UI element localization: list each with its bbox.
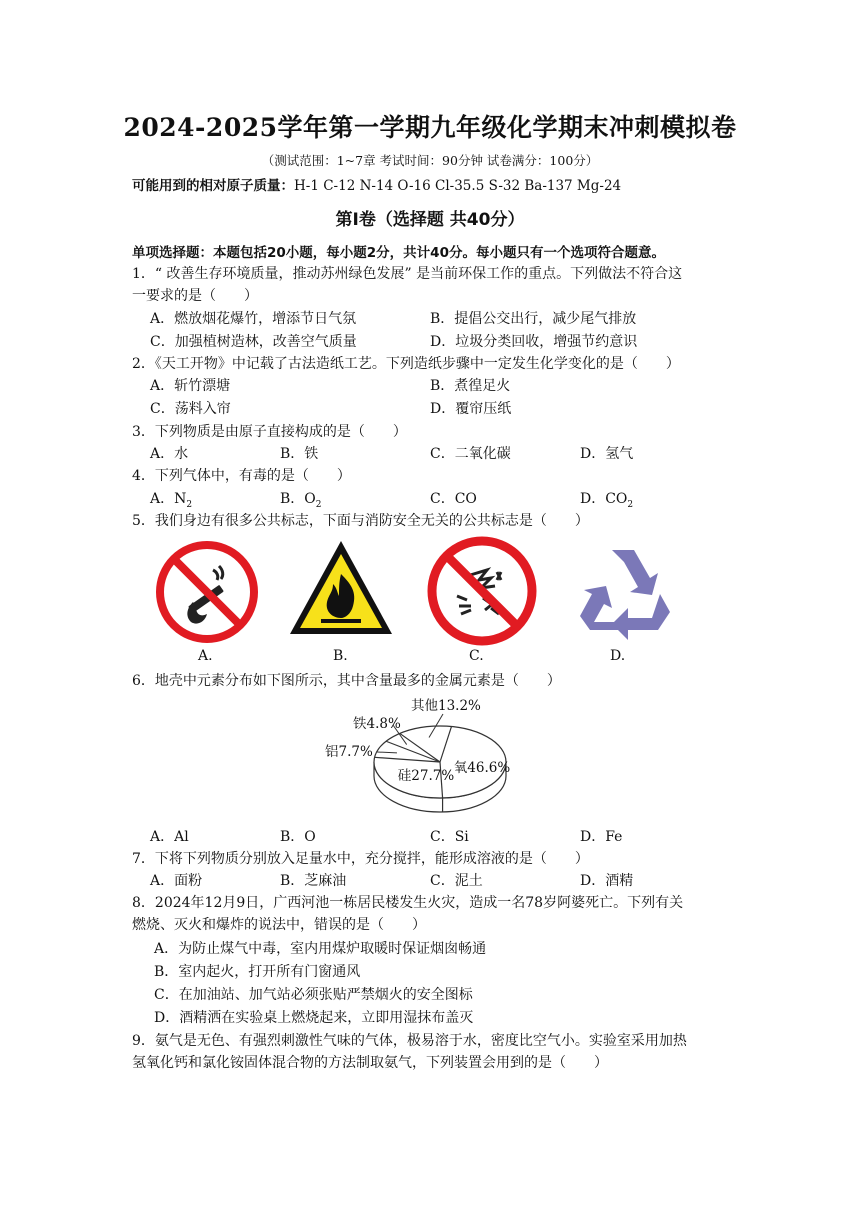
q3-option-a: A．水 <box>150 446 189 462</box>
q3-option-d: D．氢气 <box>580 446 634 462</box>
no-fireworks-icon <box>427 536 537 646</box>
q2-option-b: B．煮徨足火 <box>430 378 511 394</box>
pie-label: 硅27.7% <box>397 768 455 784</box>
pie-layer <box>325 698 510 812</box>
q6-option-c: C．Si <box>430 829 469 845</box>
section-title: 第Ⅰ卷（选择题 共40分） <box>335 210 525 230</box>
q5-option-d: D. <box>610 648 626 664</box>
q1-option-c: C．加强植树造林，改善空气质量 <box>150 334 357 350</box>
flammable-warning-icon <box>287 538 395 638</box>
q2-option-c: C．荡料入帘 <box>150 401 231 417</box>
q6-option-b: B．O <box>280 829 316 845</box>
q5-option-c: C. <box>469 648 484 664</box>
q8-option-b: B．室内起火，打开所有门窗通风 <box>154 964 361 980</box>
q4-option-d: D．$CO_2$ <box>580 491 634 510</box>
q6-option-d: D．Fe <box>580 829 623 845</box>
exam-title: 2024-2025学年第一学期九年级化学期末冲刺模拟卷 <box>123 113 737 142</box>
q1-option-d: D．垃圾分类回收，增强节约意识 <box>430 334 638 350</box>
q6-stem: 6．地壳中元素分布如下图所示，其中含量最多的金属元素是（ ） <box>132 673 561 689</box>
q8-option-d: D．酒精洒在实验桌上燃烧起来，立即用湿抹布盖灭 <box>154 1010 474 1026</box>
atomic-masses-values: H-1 C-12 N-14 O-16 Cl-35.5 S-32 Ba-137 Mg-24 <box>294 178 622 194</box>
exam-subtitle: （测试范围：1~7章 考试时间：90分钟 试卷满分：100分） <box>261 153 599 168</box>
q8-stem-line2: 燃烧、灭火和爆炸的说法中，错误的是（ ） <box>132 917 426 933</box>
q3-option-c: C．二氧化碳 <box>430 446 511 462</box>
atomic-masses <box>132 174 621 194</box>
q4-stem: 4．下列气体中，有毒的是（ ） <box>132 468 351 484</box>
q5-option-b: B. <box>333 648 348 664</box>
q8-option-a: A．为防止煤气中毒，室内用煤炉取暖时保证烟囱畅通 <box>154 941 487 957</box>
q8-stem-line1: 8．2024年12月9日，广西河池一栋居民楼发生火灾，造成一名78岁阿婆死亡。下列有关 <box>132 895 684 911</box>
no-smoking-icon <box>155 540 259 644</box>
q5-option-a: A. <box>198 648 213 664</box>
q4-option-a: A．$N_2$ <box>150 491 193 510</box>
q3-stem: 3．下列物质是由原子直接构成的是（ ） <box>132 424 407 440</box>
q1-stem-line1: 1．“ 改善生存环境质量，推动苏州绿色发展” 是当前环保工作的重点。下列做法不符合这 <box>132 266 683 282</box>
q4-option-b: B．$O_2$ <box>280 491 322 510</box>
q1-stem-line2: 一要求的是（ ） <box>132 288 258 304</box>
pie-label: 铝7.7% <box>325 744 373 760</box>
q7-stem: 7．下将下列物质分别放入足量水中，充分搅拌，能形成溶液的是（ ） <box>132 851 589 867</box>
pie-label: 氧46.6% <box>453 760 511 776</box>
section-instructions: 单项选择题：本题包括20小题，每小题2分，共计40分。每小题只有一个选项符合题意。 <box>132 245 665 261</box>
q9-stem-line1: 9．氨气是无色、有强烈刺激性气味的气体，极易溶于水，密度比空气小。实验室采用加热 <box>132 1033 687 1049</box>
q7-option-d: D．酒精 <box>580 873 634 889</box>
q2-option-a: A．斩竹漂塘 <box>150 378 231 394</box>
q7-option-a: A．面粉 <box>150 873 203 889</box>
atomic-masses-label: 可能用到的相对原子质量： <box>132 178 294 194</box>
q7-option-c: C．泥土 <box>430 873 483 889</box>
q1-option-a: A．燃放烟花爆竹，增添节日气氛 <box>150 311 357 327</box>
q4-option-c: C．CO <box>430 491 477 507</box>
q6-option-a: A．Al <box>150 829 189 845</box>
pie-label: 铁4.8% <box>353 716 401 732</box>
pie-label: 其他13.2% <box>411 698 481 714</box>
q7-option-b: B．芝麻油 <box>280 873 347 889</box>
q2-option-d: D．覆帘压纸 <box>430 401 512 417</box>
recycle-icon <box>572 540 680 640</box>
q9-stem-line2: 氢氧化钙和氯化铵固体混合物的方法制取氨气，下列装置会用到的是（ ） <box>132 1055 608 1071</box>
q3-option-b: B．铁 <box>280 446 319 462</box>
q2-stem: 2．《天工开物》中记载了古法造纸工艺。下列造纸步骤中一定发生化学变化的是（ ） <box>132 356 680 372</box>
q8-option-c: C．在加油站、加气站必须张贴严禁烟火的安全图标 <box>154 987 473 1003</box>
q5-stem: 5．我们身边有很多公共标志，下面与消防安全无关的公共标志是（ ） <box>132 513 589 529</box>
crust-element-pie-chart <box>315 692 565 832</box>
q1-option-b: B．提倡公交出行，减少尾气排放 <box>430 311 637 327</box>
